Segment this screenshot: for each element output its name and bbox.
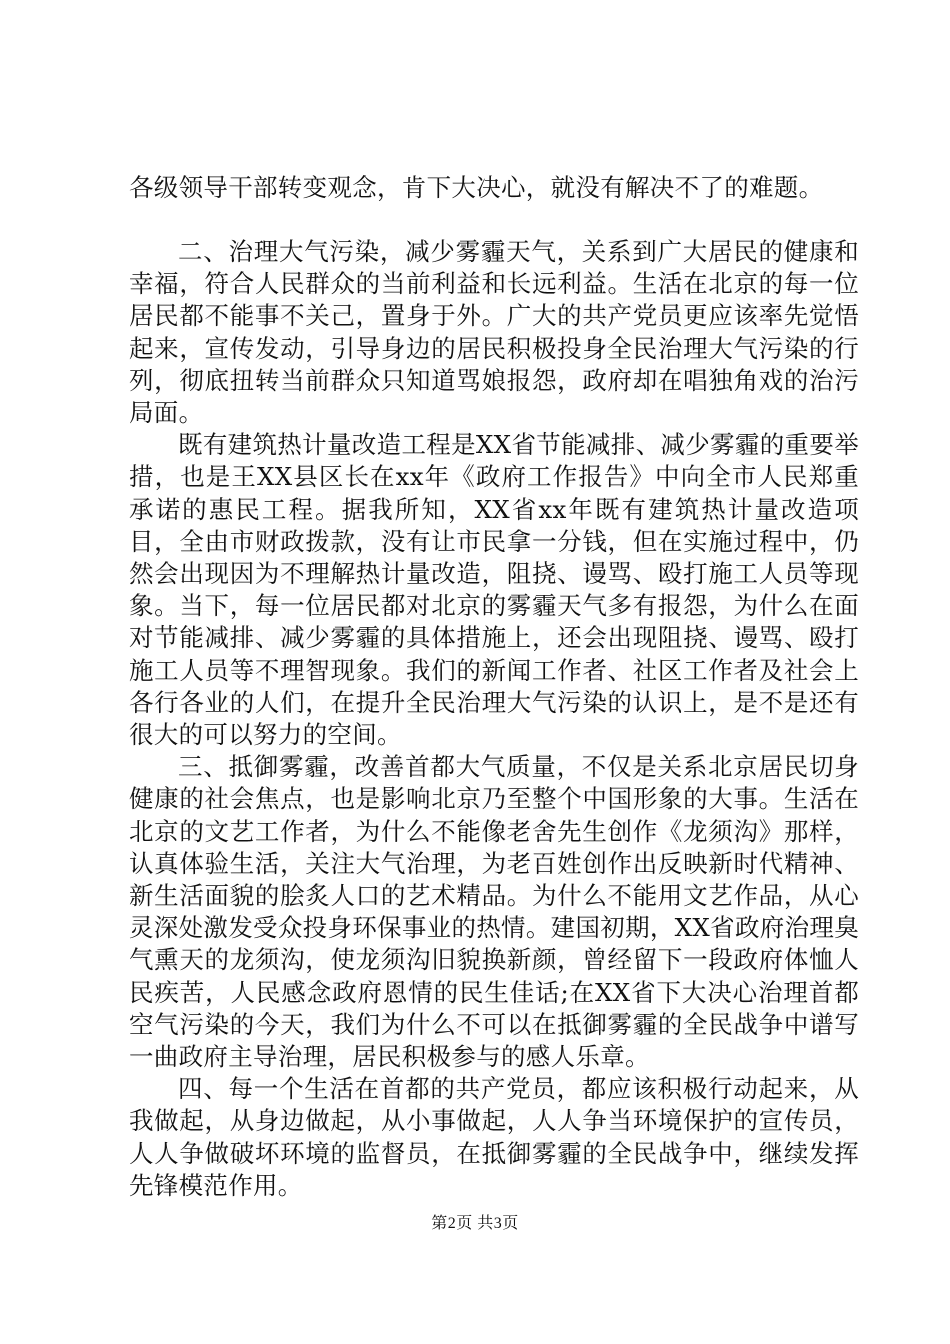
continuation-paragraph	[129, 172, 859, 204]
page-footer	[0, 1214, 950, 1234]
paragraph-section-3: 三、抵御雾霾，改善首都大气质量，不仅是关系北京居民切身健康的社会焦点，也是影响北京乃至整个中国形象的大事。生活在北京的文艺工作者，为什么不能像老舍先生创作《龙须沟》那样，认真体验生活，关注大气治理，为老百姓创作出反映新时代精神、新生活面貌的脍炙人口的艺术精品。为什么不能用文艺作品，从心灵深处激发受众投身环保事业的热情。建国初期，XX省政府治理臭气熏天的龙须沟，使龙须沟旧貌换新颜，曾经留下一段政府体恤人民疾苦，人民感念政府恩情的民生佳话;在XX省下大决心治理首都空气污染的今天，我们为什么不可以在抵御雾霾的全民战争中谱写一曲政府主导治理，居民积极参与的感人乐章。	[129, 752, 859, 1072]
paragraph-section-4: 四、每一个生活在首都的共产党员，都应该积极行动起来，从我做起，从身边做起，从小事做起，人人争当环境保护的宣传员，人人争做破坏环境的监督员，在抵御雾霾的全民战争中，继续发挥先锋模范作用。	[129, 1074, 859, 1200]
paragraph-heat-metering: 既有建筑热计量改造工程是XX省节能减排、减少雾霾的重要举措，也是王XX县区长在xx年《政府工作报告》中向全市人民郑重承诺的惠民工程。据我所知，XX省xx年既有建筑热计量改造项目，全由市财政拨款，没有让市民拿一分钱，但在实施过程中，仍然会出现因为不理解热计量改造，阻挠、谩骂、殴打施工人员等现象。当下，每一位居民都对北京的雾霾天气多有报怨，为什么在面对节能减排、减少雾霾的具体措施上，还会出现阻挠、谩骂、殴打施工人员等不理智现象。我们的新闻工作者、社区工作者及社会上各行各业的人们，在提升全民治理大气污染的认识上，是不是还有很大的可以努力的空间。	[129, 430, 859, 750]
document-body	[129, 236, 859, 1202]
paragraph-section-2: 二、治理大气污染，减少雾霾天气，关系到广大居民的健康和幸福，符合人民群众的当前利益和长远利益。生活在北京的每一位居民都不能事不关己，置身于外。广大的共产党员更应该率先觉悟起来，宣传发动，引导身边的居民积极投身全民治理大气污染的行列，彻底扭转当前群众只知道骂娘报怨，政府却在唱独角戏的治污局面。	[129, 237, 859, 428]
continuation-line: 各级领导干部转变观念，肯下大决心，就没有解决不了的难题。	[129, 173, 824, 202]
page-number-label: 第2页 共3页	[431, 1215, 519, 1232]
